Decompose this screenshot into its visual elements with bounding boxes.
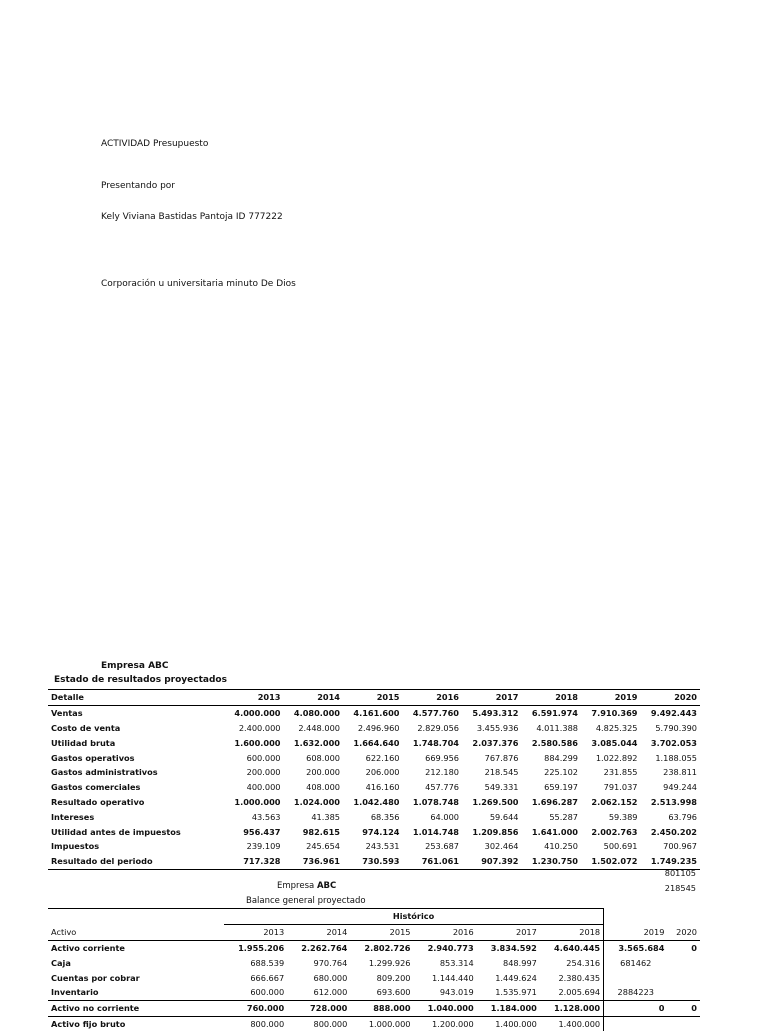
cell: 800.000 (287, 1016, 350, 1031)
cell: 1.299.926 (368, 957, 411, 968)
table-row (48, 721, 700, 736)
cell: 600.000 (246, 752, 281, 763)
cell: 4.640.445 (540, 940, 604, 955)
cell: 681462 (620, 957, 652, 968)
cell: 218.545 (484, 767, 519, 778)
cell: 1.014.748 (412, 826, 459, 837)
table-row (48, 854, 700, 869)
cell: 55.287 (549, 811, 578, 822)
cell (667, 985, 700, 1000)
cell (667, 970, 700, 985)
cell: 659.197 (544, 782, 578, 793)
cell: 608.000 (306, 752, 340, 763)
cell: 666.667 (250, 972, 285, 983)
cell: 2.448.000 (298, 722, 340, 733)
row-label: Cuentas por cobrar (51, 972, 140, 983)
cell: 212.180 (425, 767, 459, 778)
cell: 2.513.998 (650, 796, 697, 807)
header-cell: 2019 (581, 690, 641, 706)
cell: 1.042.480 (353, 796, 400, 807)
cell: 2.400.000 (238, 722, 281, 733)
header-cell: 2013 (224, 924, 287, 940)
cell: 7.910.369 (591, 708, 638, 719)
cell: 2.002.763 (591, 826, 638, 837)
cell: 200.000 (246, 767, 281, 778)
table-row (48, 780, 700, 795)
row-label: Resultado operativo (51, 796, 145, 807)
cell: 3.834.592 (490, 942, 537, 953)
cell: 1.400.000 (540, 1016, 604, 1031)
cell: 730.593 (343, 854, 403, 869)
table-row (48, 750, 700, 765)
cell: 416.160 (365, 782, 400, 793)
table-header-row (48, 924, 700, 940)
row-label: Activo no corriente (48, 1000, 224, 1016)
row-label: Gastos comerciales (51, 782, 141, 793)
cell: 1.641.000 (531, 826, 578, 837)
cell: 982.615 (302, 826, 340, 837)
cell: 253.687 (425, 841, 459, 852)
cell: 970.764 (313, 957, 348, 968)
row-label: Activo corriente (51, 942, 125, 953)
cell: 1.749.235 (641, 854, 701, 869)
table-row (48, 735, 700, 750)
cell: 4.825.325 (595, 722, 638, 733)
cell: 761.061 (403, 854, 463, 869)
table-row (48, 765, 700, 780)
table-row (48, 970, 700, 985)
header-cell: Detalle (48, 690, 224, 706)
cell: 1.184.000 (477, 1000, 540, 1016)
cell: 200.000 (306, 767, 340, 778)
cell: 225.102 (544, 767, 578, 778)
table-row (48, 809, 700, 824)
cell: 231.855 (603, 767, 638, 778)
cell: 1.209.856 (472, 826, 519, 837)
cell: 943.019 (439, 987, 474, 998)
cell: 408.000 (306, 782, 340, 793)
cell: 239.109 (246, 841, 281, 852)
header-cell: 2020 (667, 924, 700, 940)
cell: 3.565.684 (618, 942, 665, 953)
cell: 1.664.640 (353, 737, 400, 748)
cell: 2.940.773 (427, 942, 474, 953)
historic-row (48, 909, 700, 925)
activity-title: ACTIVIDAD Presupuesto (101, 139, 209, 149)
cell: 68.356 (370, 811, 400, 822)
cell: 254.316 (540, 955, 604, 970)
historic-label: Histórico (224, 909, 604, 925)
cell: 1.200.000 (414, 1016, 477, 1031)
row-label: Resultado del periodo (48, 854, 224, 869)
cell: 0 (604, 1000, 668, 1016)
table-row (48, 705, 700, 720)
cell: 1.000.000 (234, 796, 281, 807)
row-label: Impuestos (51, 841, 100, 852)
header-cell: 2018 (540, 924, 604, 940)
table-row (48, 839, 700, 854)
cell: 1.696.287 (531, 796, 578, 807)
row-label: Costo de venta (51, 722, 121, 733)
table-row (48, 955, 700, 970)
cell: 800.000 (224, 1016, 287, 1031)
cell: 400.000 (246, 782, 281, 793)
cell: 760.000 (224, 1000, 287, 1016)
cell: 700.967 (663, 841, 697, 852)
cell: 206.000 (365, 767, 400, 778)
cell: 1.535.971 (495, 987, 537, 998)
cell: 853.314 (439, 957, 474, 968)
balance-subtitle: Balance general proyectado (246, 896, 366, 906)
cell: 4.011.388 (536, 722, 578, 733)
cell: 59.644 (489, 811, 519, 822)
blank-cell (604, 909, 668, 925)
cell: 457.776 (425, 782, 459, 793)
row-label: Utilidad bruta (51, 737, 116, 748)
cell: 688.539 (250, 957, 285, 968)
cell: 0 (667, 1000, 700, 1016)
cell: 64.000 (430, 811, 459, 822)
cell: 245.654 (306, 841, 340, 852)
cell: 717.328 (224, 854, 284, 869)
cell: 2.580.586 (531, 737, 578, 748)
cell: 2.829.056 (417, 722, 459, 733)
cell: 907.392 (462, 854, 522, 869)
note-value-b: 218545 (664, 883, 696, 893)
header-cell: 2016 (403, 690, 463, 706)
cell: 1.748.704 (412, 737, 459, 748)
cell: 848.997 (503, 957, 537, 968)
header-cell: 2019 (604, 924, 668, 940)
header-cell: 2013 (224, 690, 284, 706)
cell: 6.591.974 (531, 708, 578, 719)
cell: 736.961 (284, 854, 344, 869)
cell: 956.437 (243, 826, 281, 837)
balance-sheet-table (48, 908, 700, 1031)
header-cell: 2017 (462, 690, 522, 706)
balance-company-title: Empresa ABC (277, 881, 337, 891)
cell: 1.144.440 (432, 972, 474, 983)
cell: 612.000 (313, 987, 348, 998)
cell: 2884223 (617, 987, 655, 998)
cell (667, 955, 700, 970)
table-row (48, 1000, 700, 1016)
row-label: Intereses (51, 811, 95, 822)
header-cell: 2017 (477, 924, 540, 940)
income-statement-table (48, 689, 700, 870)
cell: 2.450.202 (650, 826, 697, 837)
table-row (48, 824, 700, 839)
cell: 680.000 (313, 972, 348, 983)
cell: 693.600 (376, 987, 411, 998)
header-cell: 2015 (343, 690, 403, 706)
presented-by-label: Presentando por (101, 181, 175, 191)
cell: 3.085.044 (591, 737, 638, 748)
row-label: Gastos operativos (51, 752, 135, 763)
row-label: Caja (51, 957, 71, 968)
cell: 243.531 (365, 841, 400, 852)
blank-cell (667, 909, 700, 925)
cell: 2.037.376 (472, 737, 519, 748)
cell: 949.244 (663, 782, 697, 793)
blank-cell (48, 909, 224, 925)
row-label: Utilidad antes de impuestos (51, 826, 181, 837)
row-label: Gastos administrativos (51, 767, 158, 778)
header-cell: 2014 (287, 924, 350, 940)
cell: 1.128.000 (540, 1000, 604, 1016)
cell: 4.000.000 (234, 708, 281, 719)
cell: 622.160 (365, 752, 400, 763)
cell: 2.496.960 (357, 722, 400, 733)
cell: 600.000 (250, 987, 285, 998)
cell: 5.790.390 (655, 722, 697, 733)
header-cell: 2016 (414, 924, 477, 940)
cell: 2.005.694 (540, 985, 604, 1000)
cell: 1.632.000 (293, 737, 340, 748)
cell: 9.492.443 (650, 708, 697, 719)
cell: 3.702.053 (650, 737, 697, 748)
income-subtitle: Estado de resultados proyectados (54, 675, 227, 685)
cell: 791.037 (603, 782, 638, 793)
header-cell: 2020 (641, 690, 701, 706)
cell: 63.796 (668, 811, 697, 822)
cell: 1.078.748 (412, 796, 459, 807)
row-label: Activo fijo bruto (48, 1016, 224, 1031)
header-cell: Activo (48, 924, 224, 940)
institution-line: Corporación u universitaria minuto De Dios (101, 279, 296, 289)
cell: 974.124 (362, 826, 400, 837)
cell: 2.380.435 (540, 970, 604, 985)
cell: 41.385 (311, 811, 340, 822)
cell: 1.000.000 (350, 1016, 413, 1031)
cell: 4.161.600 (353, 708, 400, 719)
cell: 549.331 (484, 782, 519, 793)
cell: 3.455.936 (476, 722, 519, 733)
cell: 1.269.500 (472, 796, 519, 807)
cell: 1.230.750 (522, 854, 582, 869)
cell: 888.000 (350, 1000, 413, 1016)
table-row (48, 795, 700, 810)
row-label: Ventas (51, 708, 83, 719)
header-cell: 2014 (284, 690, 344, 706)
cell: 728.000 (287, 1000, 350, 1016)
cell: 1.040.000 (414, 1000, 477, 1016)
cell (604, 970, 668, 985)
cell: 2.062.152 (591, 796, 638, 807)
cell: 59.389 (608, 811, 638, 822)
cell: 43.563 (251, 811, 281, 822)
cell: 1.024.000 (293, 796, 340, 807)
cell: 2.802.726 (364, 942, 411, 953)
cell: 238.811 (663, 767, 697, 778)
header-cell: 2018 (522, 690, 582, 706)
table-row (48, 940, 700, 955)
cell: 1.600.000 (234, 737, 281, 748)
cell: 1.955.206 (238, 942, 285, 953)
note-value-a: 801105 (664, 868, 696, 878)
cell: 2.262.764 (301, 942, 348, 953)
cell: 1.449.624 (495, 972, 537, 983)
row-label: Inventario (51, 987, 99, 998)
cell: 410.250 (544, 841, 578, 852)
table-row (48, 985, 700, 1000)
cell: 884.299 (544, 752, 578, 763)
income-company-title: Empresa ABC (101, 661, 169, 671)
cell: 1.502.072 (581, 854, 641, 869)
cell: 0 (691, 942, 697, 953)
cell: 669.956 (425, 752, 459, 763)
cell: 1.188.055 (655, 752, 697, 763)
header-cell: 2015 (350, 924, 413, 940)
author-line: Kely Viviana Bastidas Pantoja ID 777222 (101, 212, 283, 222)
cell: 4.577.760 (412, 708, 459, 719)
cell: 4.080.000 (293, 708, 340, 719)
table-header-row (48, 690, 700, 706)
cell: 302.464 (484, 841, 519, 852)
cell: 1.022.892 (595, 752, 638, 763)
cell: 1.400.000 (477, 1016, 540, 1031)
cell: 767.876 (484, 752, 519, 763)
cell: 809.200 (376, 972, 411, 983)
cell: 5.493.312 (472, 708, 519, 719)
cell: 500.691 (603, 841, 638, 852)
